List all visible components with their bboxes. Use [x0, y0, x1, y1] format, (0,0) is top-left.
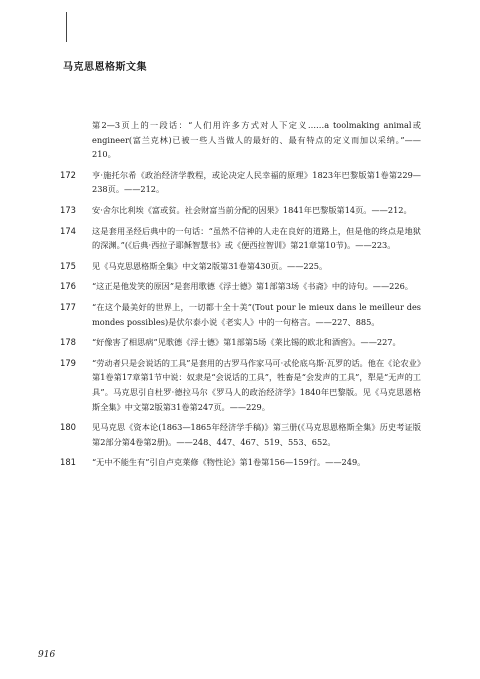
- endnote-number: 176: [60, 281, 76, 292]
- endnote-number: 174: [60, 225, 76, 236]
- endnote-number: 178: [60, 337, 76, 348]
- endnote-174: [56, 224, 421, 253]
- endnote-177: [56, 300, 421, 329]
- endnote-continuation: [56, 118, 421, 162]
- endnote-text: 见马克思《资本论(1863—1865年经济学手稿)》第三册(《马克思恩格斯全集》历史考证版第2部分第4卷第2册)。——248、447、467、519、553、652。: [92, 422, 421, 447]
- endnote-172: [56, 168, 421, 197]
- endnote-text: 第2—3页上的一段话：“人们用许多方式对人下定义……a toolmaking animal或engineer(富兰克林)已被一些人当做人的最好的、最有特点的定义而加以采纳。”——210。: [92, 120, 421, 160]
- endnote-number: 172: [60, 169, 76, 180]
- endnote-number: 181: [60, 457, 76, 468]
- running-head: 马克思恩格斯文集: [63, 62, 147, 73]
- endnote-number: 180: [60, 422, 76, 433]
- endnote-number: 179: [60, 357, 76, 368]
- endnote-number: 175: [60, 260, 76, 271]
- endnote-number: 177: [60, 301, 76, 312]
- page-number: 916: [38, 650, 56, 660]
- endnote-173: [56, 203, 421, 218]
- endnote-text: 这是套用圣经后典中的一句话：“虽然不信神的人走在良好的道路上，但是他的终点是地狱的深渊。”(《后典·西拉子耶稣智慧书》或《便西拉智训》第21章第10节)。——223。: [92, 225, 421, 251]
- endnote-text: “劳动者只是会说话的工具”是套用的古罗马作家马可·忒伦底乌斯·瓦罗的话。他在《论农业》第1卷第17章第1节中说：奴隶是“会说话的工具”，牲畜是“会发声的工具”，犁是“无声的工具”。马克思引自杜罗·德拉马尔《罗马人的政治经济学》1840年巴黎版。见《马克思恩格斯全集》中文第2版第31卷第247页。——229。: [92, 357, 421, 412]
- endnote-text: 亨·施托尔希《政治经济学教程，或论决定人民幸福的原理》1823年巴黎版第1卷第229—238页。——212。: [92, 169, 421, 195]
- endnote-text: “这正是他发笑的原因”是套用歌德《浮士德》第1部第3场《书斋》中的诗句。——226。: [92, 281, 413, 292]
- endnote-text: “在这个最美好的世界上，一切都十全十美”(Tout pour le mieux dans le meilleur des mondes possibles)是伏尔泰小说《老实人》中的一句格言。——227、885。: [92, 301, 421, 327]
- endnote-text: 见《马克思恩格斯全集》中文第2版第31卷第430页。——225。: [92, 260, 328, 271]
- endnote-179: [56, 356, 421, 414]
- endnote-text: “好像害了相思病”见歌德《浮士德》第1部第5场《莱比锡的欧北和酒窖》。——227。: [92, 337, 401, 348]
- binding-mark: [66, 12, 67, 42]
- endnote-text: 安·舍尔比利埃《富或贫。社会财富当前分配的因果》1841年巴黎版第14页。——212。: [92, 204, 412, 215]
- endnote-175: [56, 259, 421, 274]
- endnotes-list: [56, 118, 421, 476]
- endnote-180: [56, 420, 421, 449]
- endnote-176: [56, 279, 421, 294]
- endnote-number: 173: [60, 204, 76, 215]
- endnote-181: [56, 455, 421, 470]
- endnote-text: “无中不能生有”引自卢克莱修《物性论》第1卷第156—159行。——249。: [92, 457, 366, 468]
- endnote-178: [56, 335, 421, 350]
